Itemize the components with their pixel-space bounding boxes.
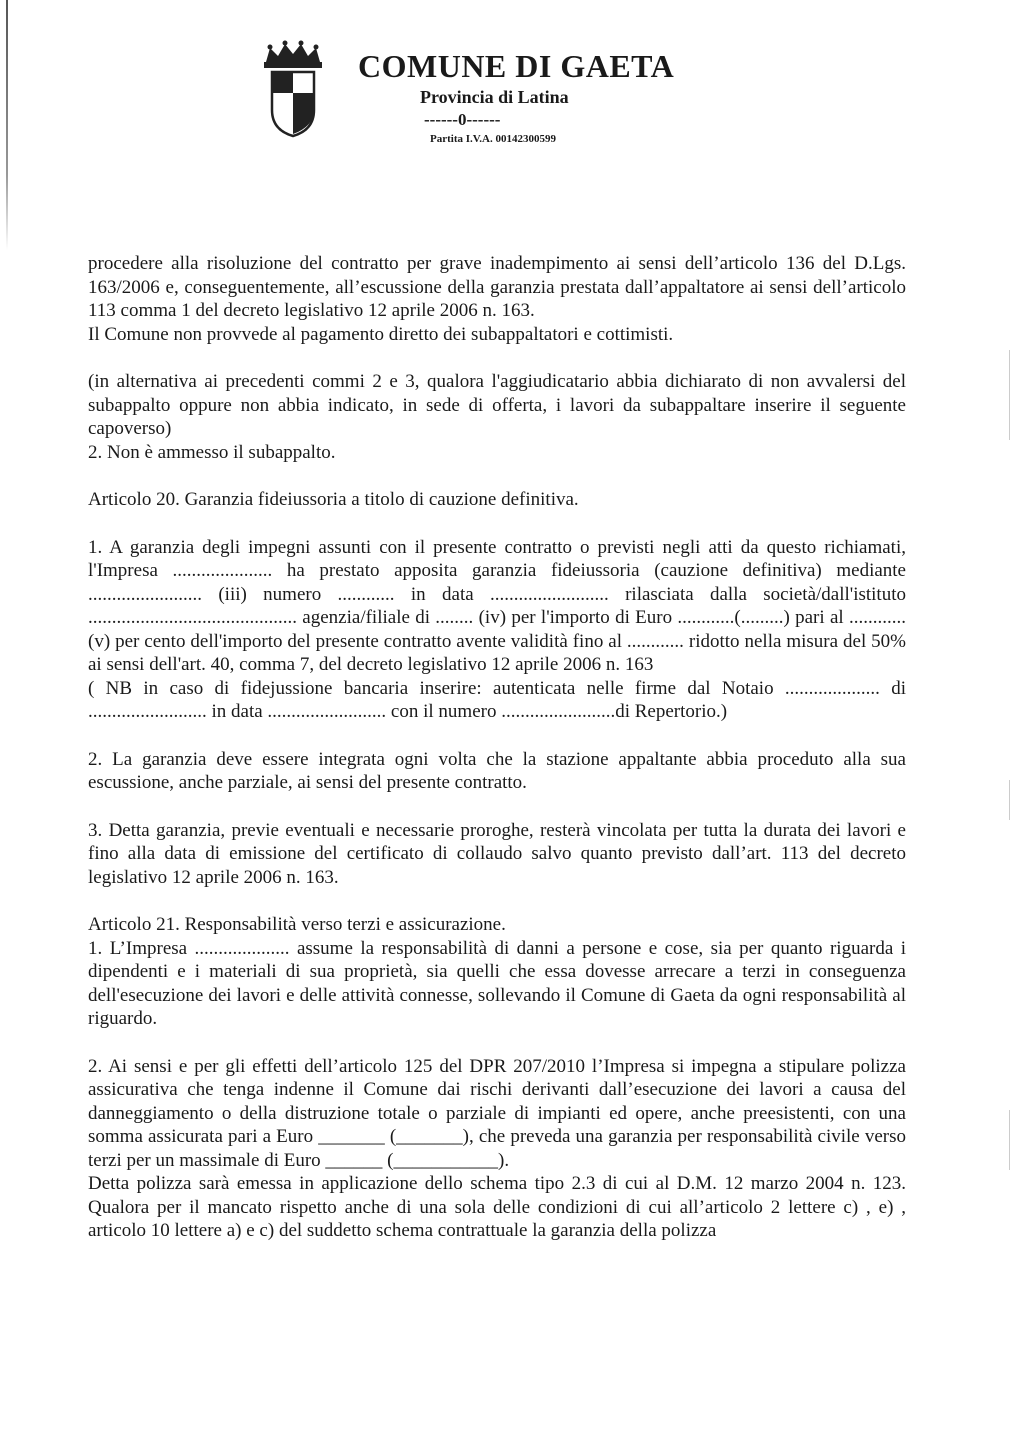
- separator: ------0------: [424, 110, 501, 129]
- paragraph: Il Comune non provvede al pagamento diretto dei subappaltatori e cottimisti.: [88, 323, 674, 345]
- paragraph: 3. Detta garanzia, previe eventuali e necessarie proroghe, resterà vincolata per tutta la durata dei lavori e fino alla data di emissione del certificato di collaudo salvo quanto previsto dall’art. 113 del decreto legislativo 12 aprile 2006 n. 163.: [88, 819, 906, 888]
- scan-mark: [1009, 350, 1010, 440]
- paragraph: 2. Ai sensi e per gli effetti dell’articolo 125 del DPR 207/2010 l’Impresa si impegna a stipulare polizza assicurativa che tenga indenne il Comune dai rischi derivanti dall’esecuzione dei lavori a causa del danneggiamento o della distruzione totale o parziale di impianti ed opere, anche preesistenti, con una somma assicurata pari a Euro _______ (_______), che preveda una garanzia per responsabilità civile verso terzi per un massimale di Euro ______ (___________).: [88, 1055, 906, 1171]
- paragraph: (in alternativa ai precedenti commi 2 e 3, qualora l'aggiudicatario abbia dichiarato di non avvalersi del subappalto oppure non abbia indicato, in sede di offerta, i lavori da subappaltare inserire il seguente capoverso): [88, 371, 906, 439]
- article-heading: Articolo 21. Responsabilità verso terzi e assicurazione.: [88, 914, 506, 935]
- paragraph: Detta polizza sarà emessa in applicazione dello schema tipo 2.3 di cui al D.M. 12 marzo 2004 n. 123. Qualora per il mancato rispetto anche di una sola delle condizioni di cui all’articolo 2 lettere c) , e) , articolo 10 lettere a) e c) del suddetto schema contrattuale la garanzia della polizza: [88, 1173, 906, 1241]
- paragraph: 2. Non è ammesso il subappalto.: [88, 441, 336, 463]
- paragraph: 1. L’Impresa .................... assume la responsabilità di danni a persone e cose, sia per quanto riguarda i dipendenti e i materiali di sua proprietà, sia quelli che essa dovesse arrecare a terzi in conseguenza dell'esecuzione dei lavori e delle attività connesse, sollevando il Comune di Gaeta da ogni responsabilità al riguardo.: [88, 937, 906, 1029]
- letterhead: [258, 40, 698, 150]
- scan-mark: [1009, 780, 1010, 820]
- article-heading: Articolo 20. Garanzia fideiussoria a titolo di cauzione definitiva.: [88, 489, 579, 510]
- scan-edge: [6, 0, 8, 250]
- paragraph: 2. La garanzia deve essere integrata ogni volta che la stazione appaltante abbia proceduto alla sua escussione, anche parziale, ai sensi del presente contratto.: [88, 748, 906, 793]
- paragraph: ( NB in caso di fidejussione bancaria inserire: autenticata nelle firme dal Notaio .................... di ......................... in data ......................... con il numero ........................di Repertorio.): [88, 677, 906, 722]
- paragraph: 1. A garanzia degli impegni assunti con il presente contratto o previsti negli atti da questo richiamati, l'Impresa ..................... ha prestato apposita garanzia fideiussoria (cauzione definitiva) mediante ........................ (iii) numero ............ in data ......................... rilasciata dalla società/dall'istituto ............................................ agenzia/filiale di ........ (iv) per l'importo di Euro ............(.........) pari al ............ (v) per cento dell'importo del presente contratto avente validità fino al ............ ridotto nella misura del 50% ai sensi dell'art. 40, comma 7, del decreto legislativo 12 aprile 2006 n. 163: [88, 536, 906, 675]
- coat-of-arms-icon: [258, 40, 328, 140]
- vat-number: Partita I.V.A. 00142300599: [430, 133, 556, 145]
- paragraph: procedere alla risoluzione del contratto per grave inadempimento ai sensi dell’articolo 136 del D.Lgs. 163/2006 e, conseguentemente, all’escussione della garanzia prestata dall’appaltatore ai sensi dell’articolo 113 comma 1 del decreto legislativo 12 aprile 2006 n. 163.: [88, 253, 906, 321]
- scan-mark: [1009, 1110, 1010, 1170]
- municipality-title: COMUNE DI GAETA: [358, 48, 675, 84]
- document-body: [88, 252, 906, 1243]
- province-label: Provincia di Latina: [420, 87, 569, 107]
